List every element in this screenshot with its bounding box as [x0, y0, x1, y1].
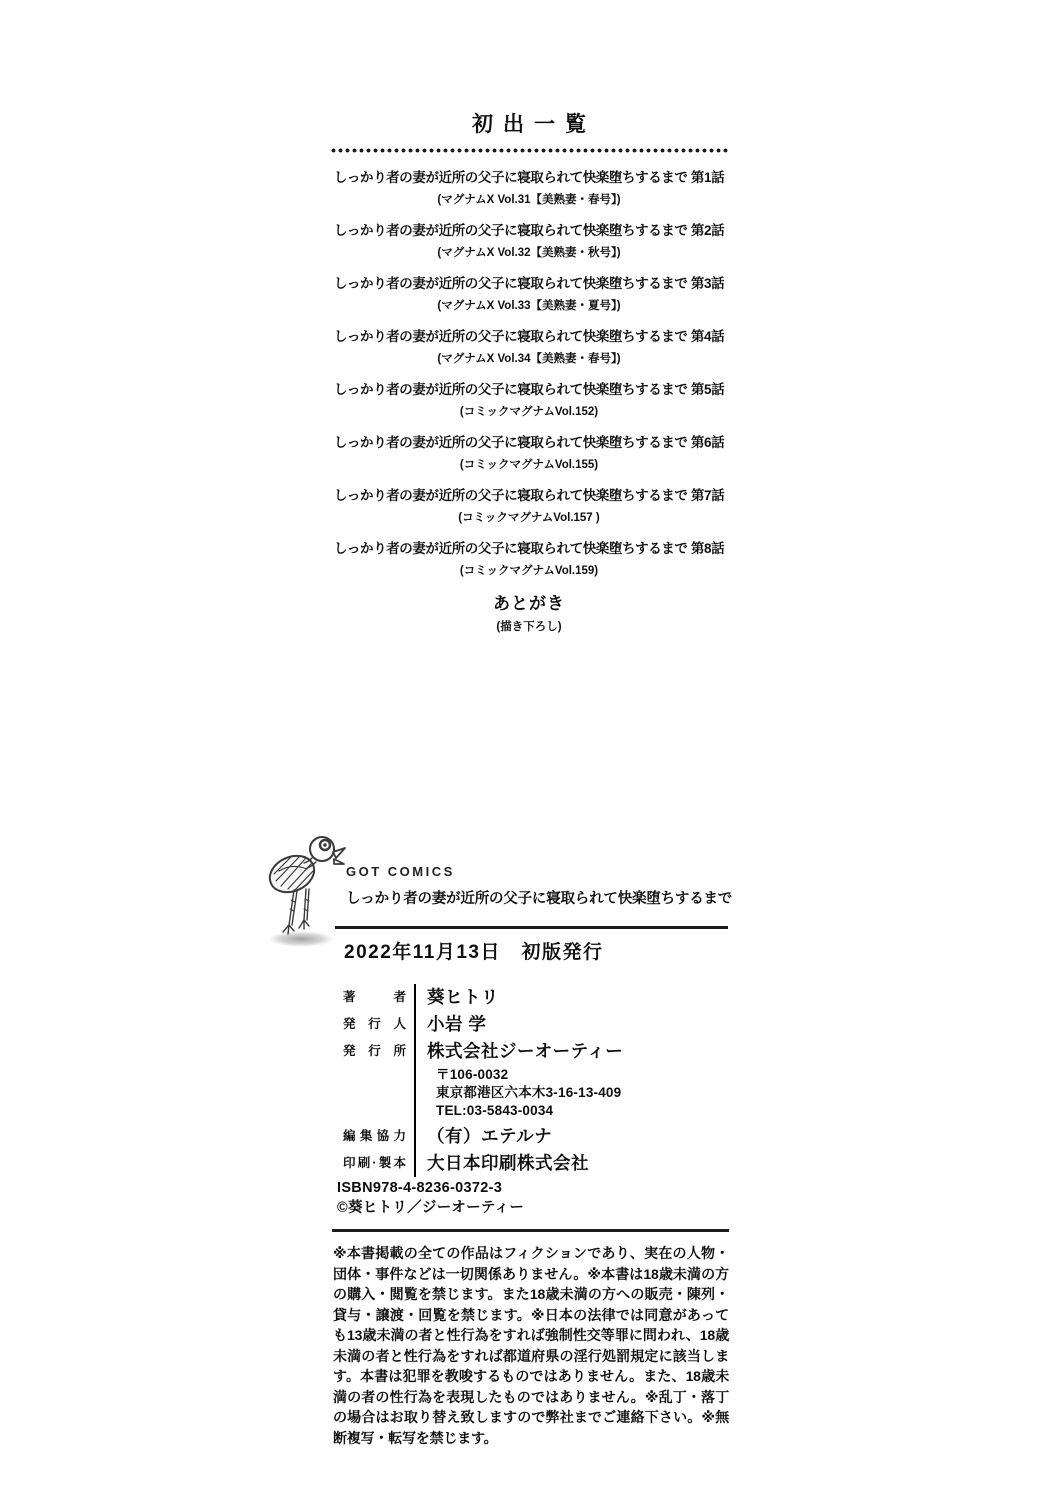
entry-title: しっかり者の妻が近所の父子に寝取られて快楽堕ちするまで 第8話 [333, 541, 725, 556]
credit-row-printing [343, 1150, 729, 1177]
entry-source: (コミックマグナムVol.152) [459, 406, 599, 418]
credit-row-publisher-person [343, 1011, 729, 1038]
entry-source: (マグナムX Vol.33【美熟妻・夏号】) [437, 300, 621, 312]
hand-drawn-bird-icon [264, 830, 348, 948]
publication-entry [330, 169, 728, 208]
publication-entry [330, 328, 728, 367]
credits-table [343, 984, 729, 1177]
got-comics-label: GOT COMICS [346, 864, 455, 879]
entry-title: しっかり者の妻が近所の父子に寝取られて快楽堕ちするまで 第2話 [333, 223, 725, 238]
entry-source: (コミックマグナムVol.159) [459, 565, 599, 577]
postal-code: 〒106-0032 [436, 1067, 509, 1082]
title-underline [335, 926, 728, 929]
dotted-divider [330, 148, 728, 153]
credit-row-publisher-company [343, 1038, 729, 1123]
afterword-entry [330, 593, 728, 635]
entry-title: しっかり者の妻が近所の父子に寝取られて快楽堕ちするまで 第1話 [333, 170, 725, 185]
credit-value: 大日本印刷株式会社 [427, 1153, 589, 1173]
publication-entry [330, 540, 728, 579]
credit-row-editing [343, 1123, 729, 1150]
isbn-number: ISBN978-4-8236-0372-3 [337, 1180, 503, 1196]
credit-value: 葵ヒトリ [427, 987, 499, 1007]
entry-source: (マグナムX Vol.34【美熟妻・春号】) [437, 353, 621, 365]
credit-label: 著者 [343, 990, 406, 1004]
entry-source: (マグナムX Vol.31【美熟妻・春号】) [437, 194, 621, 206]
isbn-block [337, 1178, 524, 1218]
publication-entry [330, 222, 728, 261]
entry-title: しっかり者の妻が近所の父子に寝取られて快楽堕ちするまで 第6話 [333, 435, 725, 450]
credit-label: 印刷·製本 [343, 1156, 406, 1170]
first-publication-list [330, 112, 728, 649]
entry-title: あとがき [493, 594, 565, 613]
credit-value: （有）エテルナ [427, 1126, 553, 1146]
entry-title: しっかり者の妻が近所の父子に寝取られて快楽堕ちするまで 第7話 [333, 488, 725, 503]
publication-entry [330, 381, 728, 420]
entry-title: しっかり者の妻が近所の父子に寝取られて快楽堕ちするまで 第3話 [333, 276, 725, 291]
entry-title: しっかり者の妻が近所の父子に寝取られて快楽堕ちするまで 第4話 [333, 329, 725, 344]
credit-label: 編集協力 [343, 1129, 406, 1143]
copyright-line: ©葵ヒトリ／ジーオーティー [337, 1200, 525, 1216]
credit-label: 発行人 [343, 1017, 406, 1031]
credit-label: 発行所 [343, 1044, 406, 1058]
address-line: 東京都港区六本木3-16-13-409 [436, 1085, 622, 1100]
publication-entry [330, 487, 728, 526]
credit-value: 小岩 学 [427, 1014, 487, 1034]
disclaimer-divider [332, 1229, 729, 1232]
phone-line: TEL:03-5843-0034 [436, 1103, 554, 1118]
edition-date: 2022年11月13日 初版発行 [344, 942, 604, 963]
credit-row-author [343, 984, 729, 1011]
credit-value: 株式会社ジーオーティー [427, 1041, 624, 1061]
entry-source: (コミックマグナムVol.157 ) [458, 512, 600, 524]
entry-source: (描き下ろし) [496, 621, 562, 633]
list-heading: 初出一覧 [472, 113, 596, 136]
entry-source: (コミックマグナムVol.155) [459, 459, 599, 471]
publisher-address [427, 1065, 729, 1123]
entry-source: (マグナムX Vol.32【美熟妻・秋号】) [437, 247, 621, 259]
entry-title: しっかり者の妻が近所の父子に寝取られて快楽堕ちするまで 第5話 [333, 382, 725, 397]
book-title: しっかり者の妻が近所の父子に寝取られて快楽堕ちするまで [346, 891, 733, 907]
legal-disclaimer: ※本書掲載の全ての作品はフィクションであり、実在の人物・団体・事件などは一切関係ありません。※本書は18歳未満の方の購入・閲覧を禁じます。また18歳未満の方への販売・陳列・貸与・譲渡・回覧を禁じます。※日本の法律では同意があっても13歳未満の者と性行為をすれば強制性交等罪に問われ、18歳未満の者と性行為をすれば都道府県の淫行処罰規定に該当します。本書は犯罪を教唆するものではありません。また、18歳未満の者の性行為を表現したものではありません。※乱丁・落丁の場合はお取り替え致しますので弊社までご連絡下さい。※無断複写・転写を禁じます。 [333, 1245, 729, 1446]
publication-entry [330, 275, 728, 314]
publication-entry [330, 434, 728, 473]
